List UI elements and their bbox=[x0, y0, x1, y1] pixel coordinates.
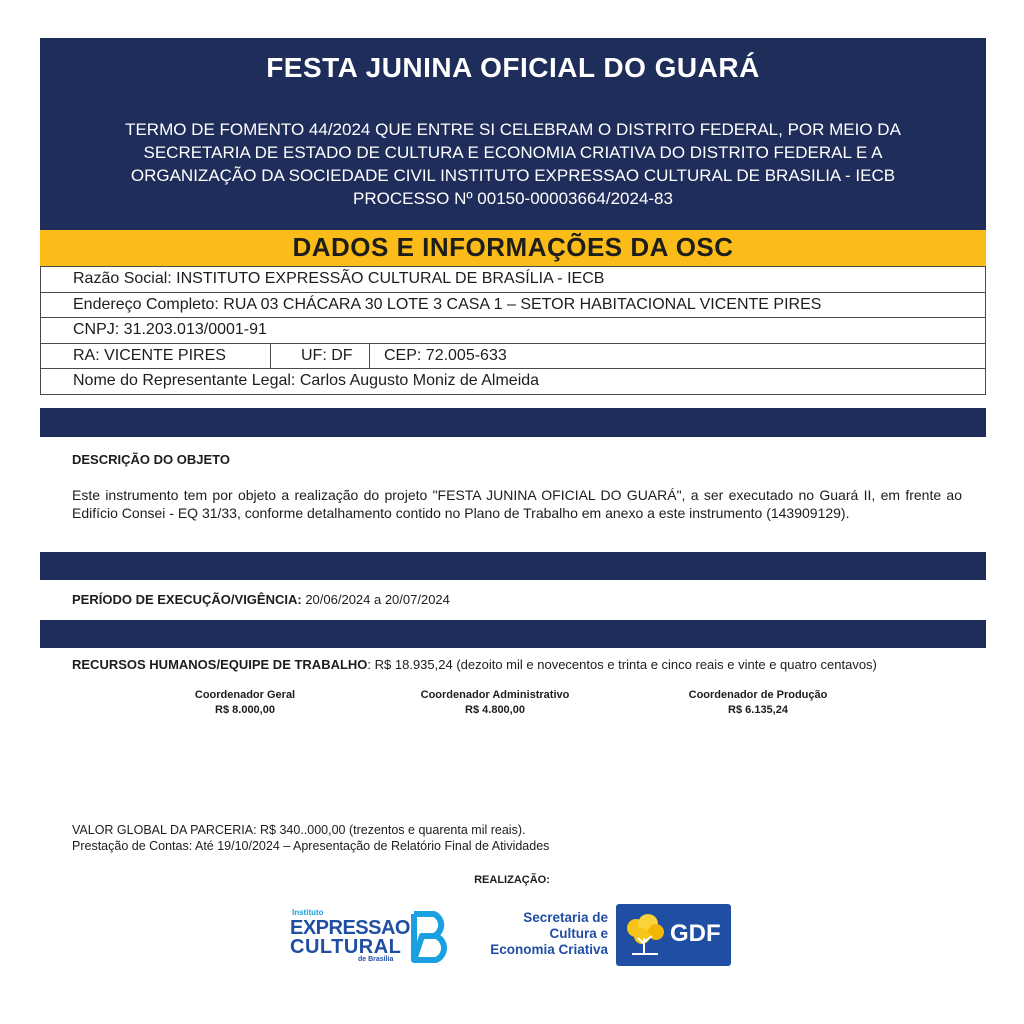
gdf-logo bbox=[616, 904, 731, 966]
recursos bbox=[72, 656, 952, 673]
descricao-title: DESCRIÇÃO DO OBJETO bbox=[72, 452, 230, 467]
termo-line: TERMO DE FOMENTO 44/2024 QUE ENTRE SI CELEBRAM O DISTRITO FEDERAL, POR MEIO DA bbox=[125, 120, 901, 139]
role-amount: R$ 6.135,24 bbox=[728, 704, 788, 716]
osc-row-razao bbox=[41, 266, 985, 292]
termo-text bbox=[70, 118, 956, 210]
realizacao-label: REALIZAÇÃO: bbox=[474, 874, 550, 886]
secretaria-line: Secretaria de bbox=[523, 910, 608, 925]
role-coordenador-producao bbox=[658, 688, 858, 718]
secretaria-logo bbox=[468, 910, 608, 964]
iecb-logo-sub: de Brasília bbox=[358, 956, 394, 963]
role-coordenador-administrativo bbox=[395, 688, 595, 718]
role-amount: R$ 8.000,00 bbox=[215, 704, 275, 716]
ipe-tree-icon bbox=[622, 912, 668, 958]
uf: UF: DF bbox=[271, 344, 370, 369]
gdf-text: GDF bbox=[670, 920, 721, 947]
divider-bar bbox=[40, 408, 986, 437]
cnpj: CNPJ: 31.203.013/0001-91 bbox=[73, 321, 267, 338]
cep: CEP: 72.005-633 bbox=[384, 346, 507, 364]
role-amount: R$ 4.800,00 bbox=[465, 704, 525, 716]
page-title: FESTA JUNINA OFICIAL DO GUARÁ bbox=[266, 52, 760, 83]
divider-bar bbox=[40, 552, 986, 580]
iecb-logo-small: Instituto bbox=[292, 908, 324, 917]
termo-line: ORGANIZAÇÃO DA SOCIEDADE CIVIL INSTITUTO EXPRESSAO CULTURAL DE BRASILIA - IECB bbox=[130, 166, 896, 185]
divider-bar bbox=[40, 620, 986, 648]
osc-section-title: DADOS E INFORMAÇÕES DA OSC bbox=[292, 232, 734, 262]
razao-social: Razão Social: INSTITUTO EXPRESSÃO CULTURAL DE BRASÍLIA - IECB bbox=[73, 270, 605, 287]
osc-row-endereco bbox=[41, 292, 985, 318]
valor-section bbox=[72, 822, 549, 854]
iecb-logo-line2: CULTURAL bbox=[290, 936, 402, 958]
periodo-label: PERÍODO DE EXECUÇÃO/VIGÊNCIA: bbox=[72, 592, 302, 607]
termo-line: SECRETARIA DE ESTADO DE CULTURA E ECONOMIA CRIATIVA DO DISTRITO FEDERAL E A bbox=[143, 143, 883, 162]
recursos-label: RECURSOS HUMANOS/EQUIPE DE TRABALHO bbox=[72, 657, 368, 672]
osc-section-header bbox=[40, 230, 986, 266]
valor-global: VALOR GLOBAL DA PARCERIA: R$ 340..000,00 (trezentos e quarenta mil reais). bbox=[72, 823, 526, 837]
endereco: Endereço Completo: RUA 03 CHÁCARA 30 LOTE 3 CASA 1 – SETOR HABITACIONAL VICENTE PIRES bbox=[73, 295, 822, 313]
prestacao-contas: Prestação de Contas: Até 19/10/2024 – Apresentação de Relatório Final de Atividades bbox=[72, 839, 550, 853]
osc-row-representante bbox=[41, 368, 985, 394]
recursos-value: : R$ 18.935,24 (dezoito mil e novecentos e trinta e cinco reais e vinte e quatro centavos) bbox=[367, 657, 877, 672]
role-title: Coordenador Administrativo bbox=[420, 689, 570, 701]
osc-row-cnpj bbox=[41, 317, 985, 343]
iecb-logo bbox=[290, 906, 450, 966]
periodo-value: 20/06/2024 a 20/07/2024 bbox=[301, 592, 450, 607]
descricao-text: Este instrumento tem por objeto a realização do projeto "FESTA JUNINA OFICIAL DO GUARÁ", a ser executado no Guará II, em frente ao Edifício Consei - EQ 31/33, conforme detalhamento contido no Plano de Trabalho em anexo a este instrumento (143909129). bbox=[72, 487, 962, 521]
osc-table bbox=[40, 266, 986, 395]
representante-legal: Nome do Representante Legal: Carlos Augusto Moniz de Almeida bbox=[73, 372, 540, 389]
processo-line: PROCESSO Nº 00150-00003664/2024-83 bbox=[353, 189, 673, 208]
iecb-emblem-icon bbox=[408, 908, 450, 964]
role-coordenador-geral bbox=[145, 688, 345, 718]
role-title: Coordenador de Produção bbox=[688, 689, 828, 701]
secretaria-line: Cultura e bbox=[549, 926, 608, 941]
secretaria-line: Economia Criativa bbox=[490, 942, 608, 957]
periodo bbox=[72, 592, 450, 607]
role-title: Coordenador Geral bbox=[194, 689, 296, 701]
header-banner bbox=[40, 38, 986, 230]
ra: RA: VICENTE PIRES bbox=[41, 344, 271, 369]
osc-row-location bbox=[41, 343, 985, 369]
iecb-logo-line1: EXPRESSAO bbox=[290, 917, 410, 939]
